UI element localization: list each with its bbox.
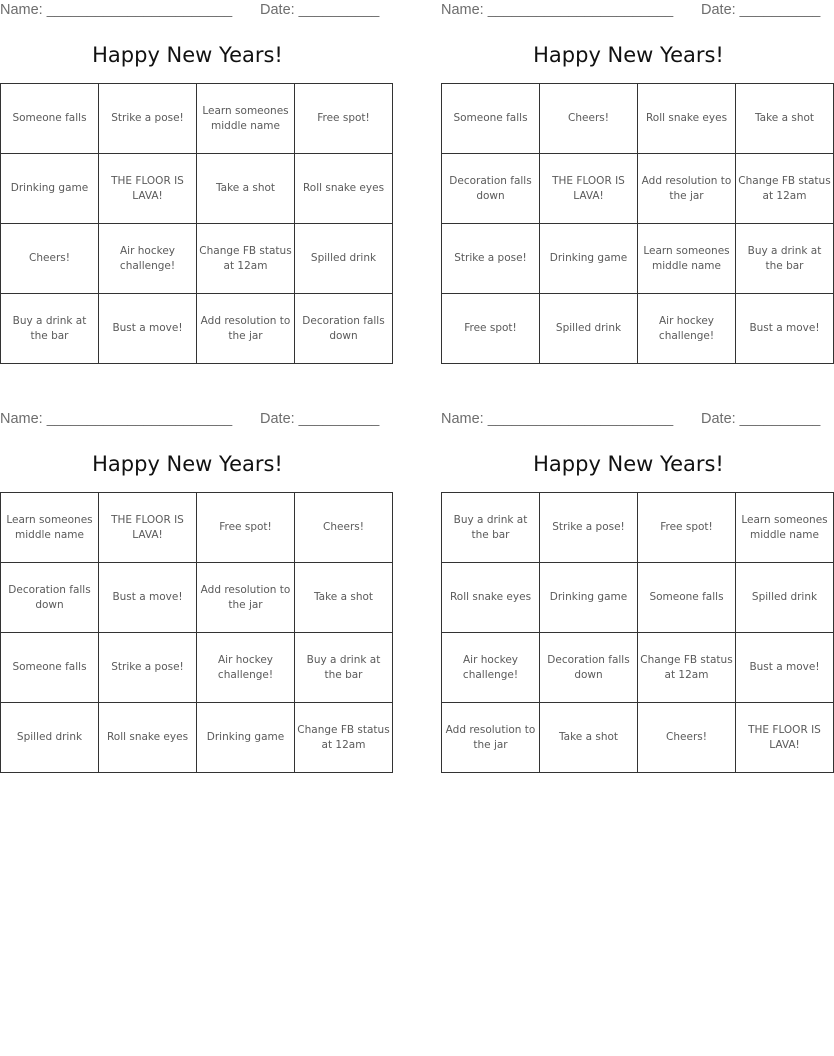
bingo-cell: Drinking game	[1, 154, 99, 224]
bingo-grid	[0, 83, 393, 364]
bingo-grid	[441, 492, 834, 773]
bingo-cell: Decoration falls down	[1, 563, 99, 633]
name-field[interactable]: Name: _______________________	[441, 2, 674, 18]
bingo-grid	[441, 83, 834, 364]
bingo-cell: Take a shot	[540, 703, 638, 773]
bingo-card-4	[441, 409, 828, 769]
bingo-cell: Someone falls	[1, 633, 99, 703]
bingo-cell: Spilled drink	[1, 703, 99, 773]
bingo-cell: Take a shot	[736, 84, 834, 154]
bingo-cell: Spilled drink	[736, 563, 834, 633]
grid-row	[1, 294, 393, 364]
bingo-cell: Add resolution to the jar	[197, 563, 295, 633]
bingo-cell: Free spot!	[295, 84, 393, 154]
grid-row	[442, 294, 834, 364]
bingo-cell: Decoration falls down	[540, 633, 638, 703]
bingo-cell: Someone falls	[638, 563, 736, 633]
header-fields	[0, 411, 380, 429]
bingo-cell: Cheers!	[638, 703, 736, 773]
bingo-cell: Someone falls	[442, 84, 540, 154]
bingo-cell: Air hockey challenge!	[442, 633, 540, 703]
bingo-cell: Cheers!	[295, 493, 393, 563]
bingo-card-1	[0, 0, 385, 360]
bingo-cell: THE FLOOR IS LAVA!	[540, 154, 638, 224]
bingo-cell: Strike a pose!	[442, 224, 540, 294]
bingo-cell: Decoration falls down	[442, 154, 540, 224]
bingo-cell: Buy a drink at the bar	[1, 294, 99, 364]
grid-row	[1, 633, 393, 703]
bingo-cell: Take a shot	[295, 563, 393, 633]
grid-row	[1, 493, 393, 563]
bingo-cell: Roll snake eyes	[638, 84, 736, 154]
bingo-cell: Bust a move!	[736, 633, 834, 703]
header-fields	[441, 411, 821, 429]
bingo-cell: Cheers!	[540, 84, 638, 154]
bingo-cell: Learn someones middle name	[1, 493, 99, 563]
grid-row	[1, 703, 393, 773]
bingo-cell: THE FLOOR IS LAVA!	[99, 154, 197, 224]
bingo-cell: Bust a move!	[99, 563, 197, 633]
bingo-cell: Someone falls	[1, 84, 99, 154]
bingo-cell: Strike a pose!	[540, 493, 638, 563]
header-fields	[441, 2, 821, 20]
name-field[interactable]: Name: _______________________	[0, 2, 233, 18]
bingo-cell: Free spot!	[442, 294, 540, 364]
bingo-cell: Drinking game	[540, 563, 638, 633]
card-title: Happy New Years!	[92, 43, 283, 67]
bingo-cell: Change FB status at 12am	[197, 224, 295, 294]
bingo-cell: THE FLOOR IS LAVA!	[736, 703, 834, 773]
card-title: Happy New Years!	[92, 452, 283, 476]
date-field[interactable]: Date: __________	[701, 2, 821, 18]
bingo-cell: Drinking game	[540, 224, 638, 294]
bingo-cell: THE FLOOR IS LAVA!	[99, 493, 197, 563]
bingo-cell: Spilled drink	[540, 294, 638, 364]
date-field[interactable]: Date: __________	[701, 411, 821, 427]
bingo-cell: Strike a pose!	[99, 633, 197, 703]
bingo-cell: Cheers!	[1, 224, 99, 294]
bingo-cell: Buy a drink at the bar	[295, 633, 393, 703]
bingo-cell: Buy a drink at the bar	[442, 493, 540, 563]
bingo-cell: Change FB status at 12am	[295, 703, 393, 773]
card-title: Happy New Years!	[533, 452, 724, 476]
bingo-cell: Spilled drink	[295, 224, 393, 294]
grid-row	[442, 563, 834, 633]
grid-row	[442, 154, 834, 224]
bingo-cell: Roll snake eyes	[442, 563, 540, 633]
grid-row	[1, 563, 393, 633]
grid-row	[1, 224, 393, 294]
bingo-cell: Bust a move!	[736, 294, 834, 364]
bingo-cell: Strike a pose!	[99, 84, 197, 154]
bingo-cell: Free spot!	[197, 493, 295, 563]
grid-row	[442, 493, 834, 563]
bingo-cell: Air hockey challenge!	[638, 294, 736, 364]
bingo-cell: Change FB status at 12am	[638, 633, 736, 703]
bingo-cell: Add resolution to the jar	[442, 703, 540, 773]
bingo-card-2	[441, 0, 831, 360]
grid-row	[1, 154, 393, 224]
grid-row	[442, 633, 834, 703]
bingo-cell: Take a shot	[197, 154, 295, 224]
bingo-grid	[0, 492, 393, 773]
card-title: Happy New Years!	[533, 43, 724, 67]
bingo-cell: Learn someones middle name	[638, 224, 736, 294]
bingo-cell: Free spot!	[638, 493, 736, 563]
grid-row	[442, 224, 834, 294]
date-field[interactable]: Date: __________	[260, 2, 380, 18]
bingo-cell: Roll snake eyes	[295, 154, 393, 224]
bingo-cell: Learn someones middle name	[197, 84, 295, 154]
header-fields	[0, 2, 380, 20]
bingo-cell: Drinking game	[197, 703, 295, 773]
bingo-cell: Roll snake eyes	[99, 703, 197, 773]
bingo-cell: Bust a move!	[99, 294, 197, 364]
name-field[interactable]: Name: _______________________	[441, 411, 674, 427]
grid-row	[442, 84, 834, 154]
grid-row	[442, 703, 834, 773]
bingo-cell: Air hockey challenge!	[197, 633, 295, 703]
bingo-cell: Add resolution to the jar	[197, 294, 295, 364]
bingo-cell: Decoration falls down	[295, 294, 393, 364]
date-field[interactable]: Date: __________	[260, 411, 380, 427]
bingo-cell: Add resolution to the jar	[638, 154, 736, 224]
bingo-card-3	[0, 409, 390, 769]
name-field[interactable]: Name: _______________________	[0, 411, 233, 427]
bingo-cell: Change FB status at 12am	[736, 154, 834, 224]
bingo-cell: Air hockey challenge!	[99, 224, 197, 294]
grid-row	[1, 84, 393, 154]
bingo-cell: Buy a drink at the bar	[736, 224, 834, 294]
bingo-cell: Learn someones middle name	[736, 493, 834, 563]
